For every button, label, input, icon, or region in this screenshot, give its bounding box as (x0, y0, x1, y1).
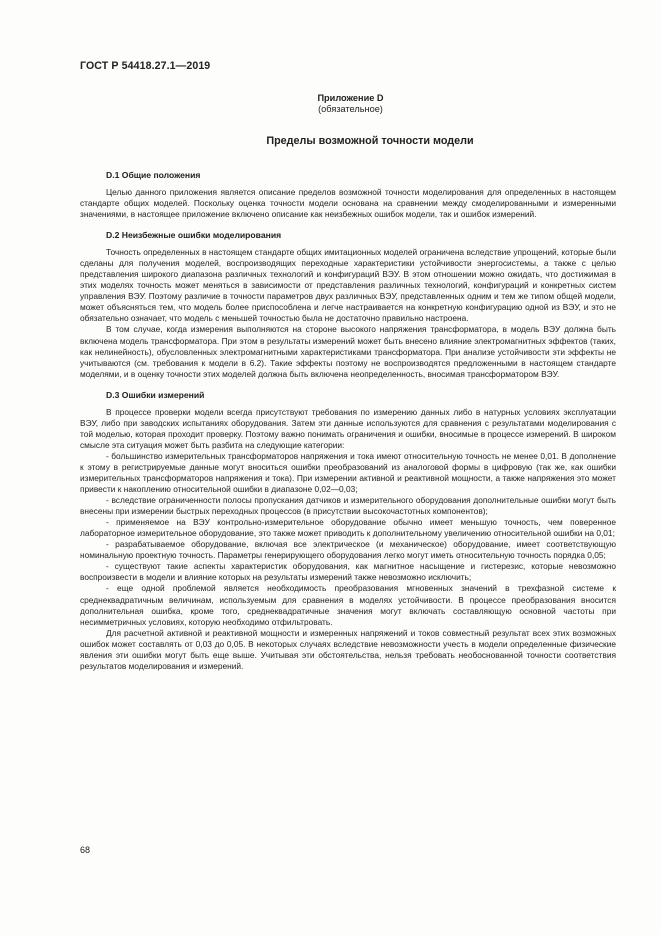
standard-header: ГОСТ Р 54418.27.1—2019 (80, 60, 211, 72)
document-title: Пределы возможной точности модели (266, 135, 474, 147)
annex-heading (0, 93, 661, 115)
list-item: - вследствие ограниченности полосы пропускания датчиков и измерительного оборудования дополнительные ошибки могут быть внесены при измерении быстрых переходных процессов (в присутствии высокочастотных компонентов); (80, 495, 616, 517)
list-item: - большинство измерительных трансформаторов напряжения и тока имеют относительную точность не менее 0,01. В дополнение к этому в регистрируемые данные могут вноситься ошибки преобразований из аналоговой формы в цифровую (так же, как ошибки измерительных трансформаторов напряжения и тока). При измерении активной и реактивной мощности, а также напряжения это может привести к накоплению относительной ошибки в диапазоне 0,02—0,03; (80, 450, 616, 495)
section-heading-d2: D.2 Неизбежные ошибки моделирования (106, 230, 282, 241)
list-item: - еще одной проблемой является необходимость преобразования мгновенных значений в трехфазной системе к среднеквадратичным величинам, используемым для сравнения в моделях устойчивости. В процессе преобразования вносится дополнительная ошибка, кроме того, среднеквадратичные значения могут включать составляющую основной частоты при несимметричных условиях, которую необходимо отфильтровать. (80, 583, 616, 627)
paragraph: Точность определенных в настоящем стандарте общих имитационных моделей ограничена вследствие упрощений, которые были сделаны для получения моделей, воспроизводящих переходные характеристики устойчивости энергосистемы, а также с целью представления широкого диапазона различных технологий и конфигураций ВЭУ. В этом отношении можно ожидать, что достижимая в этих моделях точность может меняться в зависимости от представления различных технологий, конфигураций и конкретных систем управления ВЭУ. Поэтому различие в точности параметров двух различных ВЭУ, представленных одним и тем же типом общей модели, может объясняться тем, что модель более приспособлена и легче настраивается на конкретную конфигурацию одной из ВЭУ, и это не обязательно означает, что модель с меньшей точностью была не достаточно правильно настроена. (80, 247, 616, 324)
page-number: 68 (80, 845, 91, 855)
paragraph: Целью данного приложения является описание пределов возможной точности моделирования для определенных в настоящем стандарте общих моделей. Поскольку оценка точности модели основана на сравнении между смоделированными и измеренными значениями, в настоящее приложение включено описание как неизбежных ошибок модели, так и ошибок измерений. (80, 187, 616, 220)
list-item: - применяемое на ВЭУ контрольно-измерительное оборудование обычно имеет меньшую точность, чем поверенное лабораторное измерительное оборудование, это также может приводить к дополнительному увеличению относительной ошибки на 0,01; (80, 517, 616, 539)
annex-title: Приложение D (317, 93, 384, 103)
paragraph: В процессе проверки модели всегда присутствуют требования по измерению данных либо в натурных условиях эксплуатации ВЭУ, либо при заводских испытаниях оборудования. Затем эти данные используются для сравнения с результатами моделирования с той моделью, которая проходит проверку. Поэтому важно понимать ограничения и ошибки, вносимые в процессе измерений. В широком смысле эта ситуация может быть разбита на следующие категории: (80, 406, 616, 450)
paragraph: Для расчетной активной и реактивной мощности и измеренных напряжений и токов совместный результат всех этих возможных ошибок может составлять от 0,03 до 0,05. В некоторых случаях вследствие невозможности учесть в модели определенные физические явления эти ошибки могут быть еще выше. Учитывая эти обстоятельства, нельзя требовать необоснованной точности соответствия результатов моделирования и измерений. (80, 627, 616, 671)
annex-status: (обязательное) (318, 104, 383, 114)
list-item: - разрабатываемое оборудование, включая все электрическое (и механическое) оборудование, имеет соответствующую номинальную проектную точность. Параметры генерирующего оборудования легко могут иметь относительную точность порядка 0,05; (80, 539, 616, 561)
document-body (80, 170, 616, 672)
list-item: - существуют такие аспекты характеристик оборудования, как магнитное насыщение и гистерезис, которые невозможно воспроизвести в модели и влияние которых на результаты измерений также невозможно исключить; (80, 561, 616, 583)
paragraph: В том случае, когда измерения выполняются на стороне высокого напряжения трансформатора, в модель ВЭУ должна быть включена модель трансформатора. При этом в результаты измерений может быть внесено влияние электромагнитных эффектов (таких, как нелинейность), обусловленных электромагнитными характеристиками трансформатора. При анализе устойчивости эти эффекты не учитываются (см. требования к модели в 6.2). Такие эффекты поэтому не воспроизводятся предложенными в настоящем стандарте моделями, и в оценку точности этих моделей должна быть включена неопределенность, вносимая трансформатором ВЭУ. (80, 324, 616, 379)
section-heading-d3: D.3 Ошибки измерений (106, 389, 205, 400)
section-heading-d1: D.1 Общие положения (106, 170, 201, 180)
